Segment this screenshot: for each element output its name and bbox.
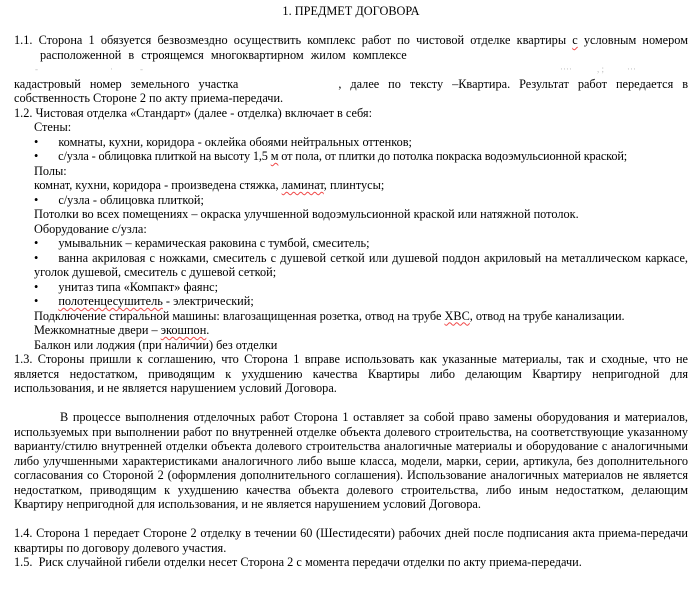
clause-1-1-line-4 bbox=[14, 77, 688, 92]
misspelled-word: экошпон bbox=[160, 323, 207, 337]
text-run: ванна акриловая с ножками, смеситель с душевой сеткой или душевой поддон акриловый на металлическом каркасе, уголок душевой, смеситель с душевой сеткой; bbox=[34, 250, 688, 279]
text-run: • bbox=[34, 279, 39, 294]
text-run: 1. ПРЕДМЕТ ДОГОВОРА bbox=[282, 4, 420, 18]
text-run: кадастровый номер земельного участка bbox=[14, 76, 239, 91]
text-run: Подключение стиральной машины: влагозащищенная розетка, отвод на трубе bbox=[34, 308, 445, 323]
floors-heading bbox=[34, 164, 688, 179]
spacer-after-title bbox=[14, 19, 688, 34]
redaction-artifact: ‑ bbox=[140, 64, 143, 74]
text-run: с/узла - облицовка плиткой на высоту 1,5 bbox=[58, 149, 271, 163]
bullet-towel-dryer bbox=[34, 294, 688, 309]
redacted-blank bbox=[38, 145, 58, 146]
text-run: с/узла - облицовка плиткой; bbox=[58, 192, 204, 207]
bullet-walls-rooms bbox=[34, 135, 688, 150]
text-run: 1.5. Риск случайной гибели отделки несет Сторона 2 с момента передачи отделки по акту приема-передачи. bbox=[14, 555, 582, 569]
redacted-blank bbox=[38, 261, 58, 262]
bullet-sink bbox=[34, 236, 688, 251]
floors-rooms bbox=[34, 178, 688, 193]
misspelled-word: ламинат bbox=[281, 178, 324, 192]
misspelled-word: м bbox=[270, 149, 279, 163]
bullet-bathtub bbox=[34, 251, 688, 280]
text-run: , отвод на трубе канализации. bbox=[469, 308, 625, 323]
text-run: • bbox=[34, 149, 39, 163]
text-run: Балкон или лоджия (при наличии) без отделки bbox=[34, 337, 278, 352]
text-run: , далее по тексту –Квартира. Результат работ передается в bbox=[338, 76, 689, 91]
section-title bbox=[14, 4, 688, 19]
text-run: . bbox=[206, 323, 210, 337]
text-run: Потолки во всех помещениях – окраска улучшенной водоэмульсионной краской или натяжной потолок. bbox=[34, 207, 579, 221]
text-run: В процессе выполнения отделочных работ Сторона 1 оставляет за собой право замены оборудования и материалов, используемых при выполнении работ по внутренней отделке объекта долевого строительства, на соответствующие указанному варианту/стилю внутренней отделки объекта долевого строительства аналогичные материалы и оборудование с аналогичными либо улучшенными характеристиками аналогичного либо выше класса, модели, марки, серии, артикула, без дополнительного согласования со Стороной 2 (оформления дополнительного соглашения). Использование аналогичных материалов не является недостатком, приводящим к ухудшению качества объекта долевого строительства, либо иным недостатком, делающим Квартиру непригодной для использования, и не является нарушением условий Договора. bbox=[14, 410, 688, 511]
redacted-blank bbox=[38, 304, 58, 305]
text-run: Межкомнатные двери – bbox=[34, 323, 161, 337]
clause-1-2-heading bbox=[14, 106, 688, 121]
bullet-walls-bathroom bbox=[34, 149, 688, 164]
text-run: 1.2. Чистовая отделка «Стандарт» (далее - отделка) включает в себя: bbox=[14, 105, 372, 120]
redacted-blank bbox=[38, 290, 58, 291]
equipment-heading bbox=[34, 222, 688, 237]
redaction-artifact: ···· bbox=[560, 64, 572, 74]
text-run: - электрический; bbox=[162, 294, 254, 308]
misspelled-word: полотенцесушитель bbox=[58, 294, 163, 308]
text-run: комнат, кухни, коридора - произведена стяжка, bbox=[34, 178, 282, 192]
spacer-after-replacement bbox=[14, 512, 688, 527]
text-run: • bbox=[34, 294, 39, 308]
text-run: • bbox=[34, 192, 39, 207]
redacted-blank bbox=[238, 87, 338, 88]
walls-heading bbox=[34, 120, 688, 135]
balcony-line bbox=[34, 338, 688, 353]
redacted-blank bbox=[38, 246, 58, 247]
spacer-after-1-3 bbox=[14, 396, 688, 411]
redacted-line bbox=[14, 62, 688, 77]
text-run: Стены: bbox=[34, 120, 72, 134]
text-run: 1.4. Сторона 1 передает Стороне 2 отделку в течении 60 (Шестидесяти) рабочих дней после подписания акта приема-передачи квартиры по договору долевого участия. bbox=[14, 526, 688, 555]
redaction-artifact: ‑ bbox=[35, 64, 38, 74]
text-run: • bbox=[34, 134, 39, 149]
bullet-floors-bathroom bbox=[34, 193, 688, 208]
washing-machine-line bbox=[34, 309, 688, 324]
bullet-toilet bbox=[34, 280, 688, 295]
text-run: Полы: bbox=[34, 163, 67, 178]
text-run: умывальник – керамическая раковина с тумбой, смеситель; bbox=[58, 236, 370, 250]
doors-line bbox=[34, 323, 688, 338]
clause-1-1-line-5 bbox=[14, 91, 688, 106]
clause-1-1-line-1 bbox=[14, 33, 688, 48]
text-run: от пола, от плитки до потолка покраска водоэмульсионной краской; bbox=[278, 149, 628, 163]
redaction-artifact: ··· bbox=[627, 64, 636, 74]
redaction-artifact: · bbox=[110, 64, 113, 74]
text-run: • bbox=[34, 236, 39, 250]
text-run: , плинтусы; bbox=[323, 178, 385, 192]
text-run: 1.3. Стороны пришли к соглашению, что Сторона 1 вправе использовать как указанные материалы, так и сходные, что не является недостатком, приводящим к ухудшению качества Квартиры либо делающим Квартиру непригодной для использования, и не является нарушением условий Договора. bbox=[14, 352, 688, 395]
misspelled-word: ХВС bbox=[444, 308, 470, 323]
clause-1-1-line-2 bbox=[40, 48, 688, 63]
text-run: унитаз типа «Компакт» фаянс; bbox=[58, 279, 219, 294]
clause-1-5 bbox=[14, 555, 688, 570]
misspelled-word: с bbox=[572, 33, 578, 47]
text-run: условным номером bbox=[577, 33, 688, 47]
ceilings-line bbox=[34, 207, 688, 222]
replacement-paragraph bbox=[14, 410, 688, 512]
text-run: собственность Стороне 2 по акту приема-передачи. bbox=[14, 91, 284, 105]
clause-1-3 bbox=[14, 352, 688, 396]
text-run: Оборудование с/узла: bbox=[34, 221, 147, 236]
redaction-artifact: , ; bbox=[597, 64, 605, 74]
clause-1-4 bbox=[14, 526, 688, 555]
redacted-blank bbox=[38, 159, 58, 160]
text-run: расположенной в строящемся многоквартирном жилом комплексе bbox=[40, 47, 407, 62]
text-run: комнаты, кухни, коридора - оклейка обоями нейтральных оттенков; bbox=[58, 134, 412, 149]
text-run: • bbox=[34, 250, 39, 265]
text-run: 1.1. Сторона 1 обязуется безвозмездно осуществить комплекс работ по чистовой отделке квартиры bbox=[14, 33, 573, 47]
redacted-blank bbox=[38, 203, 58, 204]
